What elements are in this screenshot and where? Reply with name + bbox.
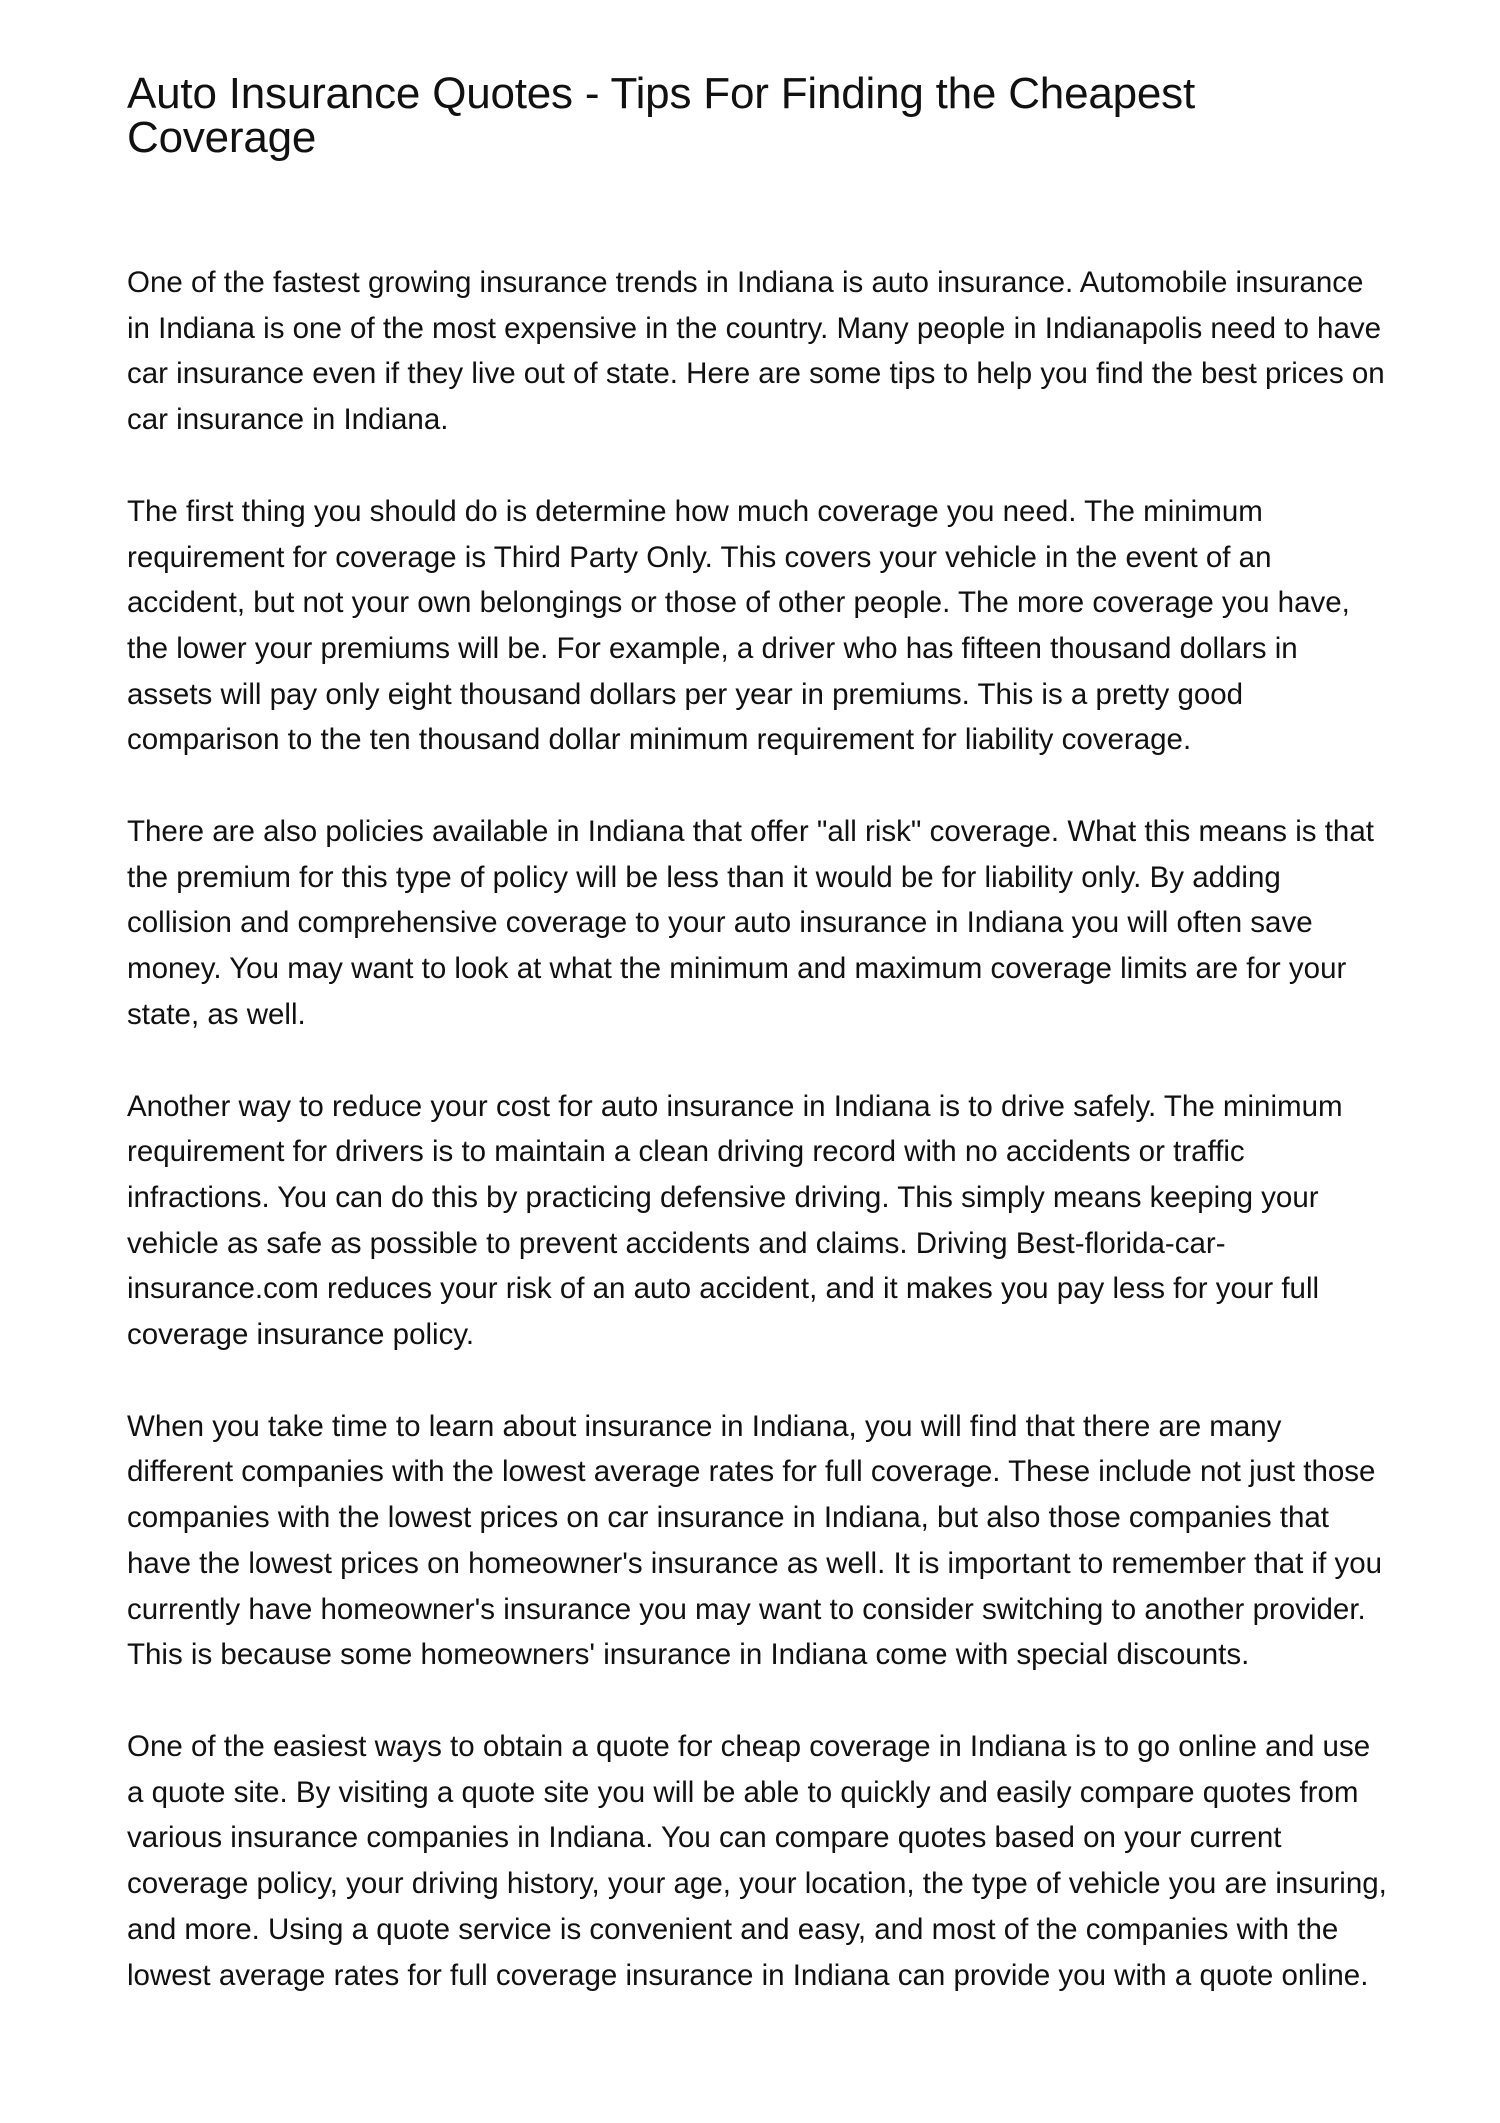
document-page — [127, 69, 1387, 1998]
paragraph-2: The first thing you should do is determine how much coverage you need. The minimum requirement for coverage is Third Party Only. This covers your vehicle in the event of an accident, but not your own belongings or those of other people. The more coverage you have, the lower your premiums will be. For example, a driver who has fifteen thousand dollars in assets will pay only eight thousand dollars per year in premiums. This is a pretty good comparison to the ten thousand dollar minimum requirement for liability coverage. — [127, 494, 1350, 757]
paragraph-5: When you take time to learn about insurance in Indiana, you will find that there are many different companies with the lowest average rates for full coverage. These include not just those companies with the lowest prices on car insurance in Indiana, but also those companies that have the lowest prices on homeowner's insurance as well. It is important to remember that if you currently have homeowner's insurance you may want to consider switching to another provider. This is because some homeowners' insurance in Indiana come with special discounts. — [127, 1409, 1383, 1672]
paragraph-4: Another way to reduce your cost for auto insurance in Indiana is to drive safely. The minimum requirement for drivers is to maintain a clean driving record with no accidents or traffic infractions. You can do this by practicing defensive driving. This simply means keeping your vehicle as safe as possible to prevent accidents and claims. Driving Best-florida-car-insurance.com reduces your risk of an auto accident, and it makes you pay less for your full coverage insurance policy. — [127, 1089, 1343, 1352]
document-body — [127, 260, 1387, 1998]
paragraph-1: One of the fastest growing insurance trends in Indiana is auto insurance. Automobile insurance in Indiana is one of the most expensive in the country. Many people in Indianapolis need to have car insurance even if they live out of state. Here are some tips to help you find the best prices on car insurance in Indiana. — [127, 266, 1385, 437]
paragraph-3: There are also policies available in Indiana that offer "all risk" coverage. What this means is that the premium for this type of policy will be less than it would be for liability only. By adding collision and comprehensive coverage to your auto insurance in Indiana you will often save money. You may want to look at what the minimum and maximum coverage limits are for your state, as well. — [127, 815, 1374, 1031]
paragraph-6: One of the easiest ways to obtain a quote for cheap coverage in Indiana is to go online and use a quote site. By visiting a quote site you will be able to quickly and easily compare quotes from various insurance companies in Indiana. You can compare quotes based on your current coverage policy, your driving history, your age, your location, the type of vehicle you are insuring, and more. Using a quote service is convenient and easy, and most of the companies with the lowest average rates for full coverage insurance in Indiana can provide you with a quote online. — [127, 1729, 1387, 1992]
document-title: Auto Insurance Quotes - Tips For Finding the Cheapest Coverage — [127, 69, 1195, 162]
